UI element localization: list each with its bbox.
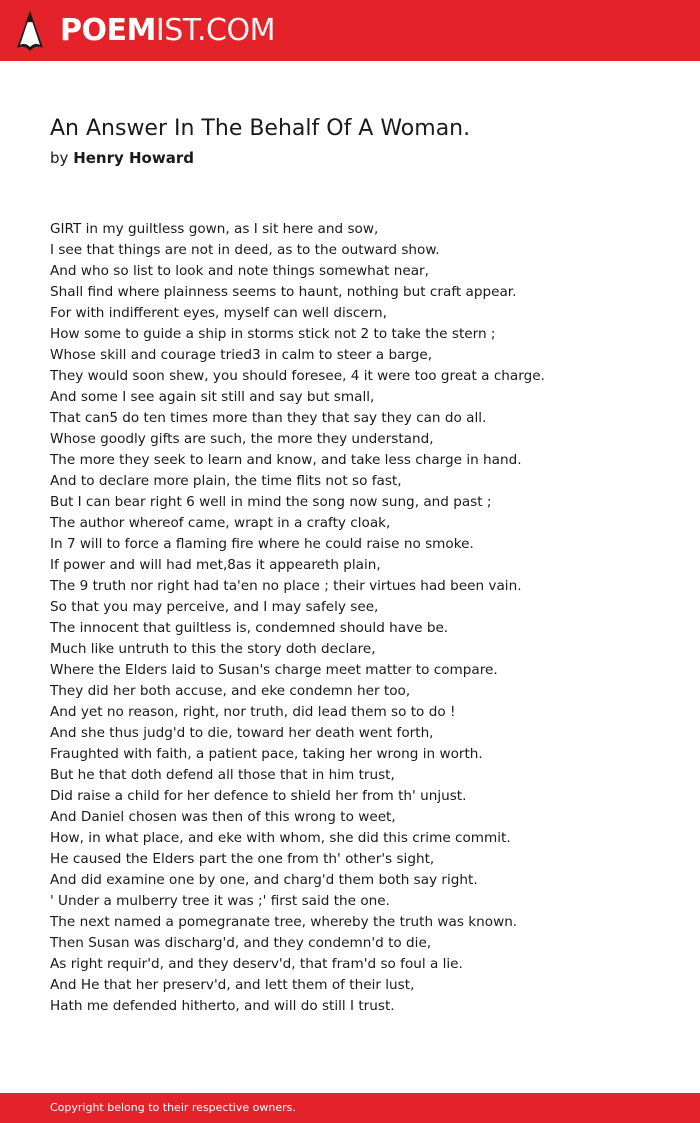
poem-line: The next named a pomegranate tree, whereby the truth was known. [50, 914, 518, 930]
logo-wordmark-bold: POEM [60, 13, 156, 48]
poem-byline [50, 149, 194, 167]
poem-line: As right requir'd, and they deserv'd, that fram'd so foul a lie. [50, 956, 463, 972]
poem-line: The more they seek to learn and know, and take less charge in hand. [50, 452, 522, 468]
poem-line: Where the Elders laid to Susan's charge meet matter to compare. [50, 662, 498, 678]
poem-line: Whose goodly gifts are such, the more they understand, [50, 431, 434, 447]
poem-title: An Answer In The Behalf Of A Woman. [50, 116, 471, 141]
poem-line: Shall find where plainness seems to haunt, nothing but craft appear. [50, 284, 517, 300]
poem-line: The author whereof came, wrapt in a crafty cloak, [50, 515, 391, 531]
poem-line: And yet no reason, right, nor truth, did lead them so to do ! [50, 704, 456, 720]
byline-prefix: by [50, 149, 69, 167]
logo-wordmark [60, 10, 275, 52]
poem-line: GIRT in my guiltless gown, as I sit here and sow, [50, 221, 379, 237]
author-name: Henry Howard [73, 149, 194, 167]
site-footer [0, 1093, 700, 1123]
poem-line: And who so list to look and note things somewhat near, [50, 263, 429, 279]
poem-body [50, 219, 670, 1017]
site-logo[interactable] [16, 10, 275, 52]
poem-line: But I can bear right 6 well in mind the song now sung, and past ; [50, 494, 492, 510]
site-header [0, 0, 700, 61]
poem-line: Hath me defended hitherto, and will do still I trust. [50, 998, 395, 1014]
poem-line: Did raise a child for her defence to shield her from th' unjust. [50, 788, 467, 804]
poem-line: The 9 truth nor right had ta'en no place ; their virtues had been vain. [50, 578, 522, 594]
pencil-tip-icon [16, 10, 44, 52]
poem-line: And to declare more plain, the time flits not so fast, [50, 473, 402, 489]
poem-line: They would soon shew, you should foresee, 4 it were too great a charge. [50, 368, 545, 384]
poem-line: ' Under a mulberry tree it was ;' first said the one. [50, 893, 390, 909]
poem-line: For with indifferent eyes, myself can well discern, [50, 305, 387, 321]
poem-line: And she thus judg'd to die, toward her death went forth, [50, 725, 434, 741]
poem-line: That can5 do ten times more than they that say they can do all. [50, 410, 487, 426]
poem-line: The innocent that guiltless is, condemned should have be. [50, 620, 449, 636]
poem-line: Then Susan was discharg'd, and they condemn'd to die, [50, 935, 432, 951]
copyright-notice: Copyright belong to their respective owners. [50, 1101, 296, 1114]
poem-line: In 7 will to force a flaming fire where he could raise no smoke. [50, 536, 474, 552]
poem-line: And Daniel chosen was then of this wrong to weet, [50, 809, 396, 825]
poem-line: They did her both accuse, and eke condemn her too, [50, 683, 411, 699]
poem-line: How, in what place, and eke with whom, she did this crime commit. [50, 830, 511, 846]
logo-wordmark-light: IST.COM [155, 13, 275, 48]
poem-line: But he that doth defend all those that in him trust, [50, 767, 395, 783]
poem-line: And He that her preserv'd, and lett them of their lust, [50, 977, 415, 993]
poem-line: So that you may perceive, and I may safely see, [50, 599, 379, 615]
poem-line: And some I see again sit still and say but small, [50, 389, 375, 405]
poem-line: Fraughted with faith, a patient pace, taking her wrong in worth. [50, 746, 483, 762]
poem-line: He caused the Elders part the one from th' other's sight, [50, 851, 435, 867]
poem-line: How some to guide a ship in storms stick not 2 to take the stern ; [50, 326, 496, 342]
poem-line: Much like untruth to this the story doth declare, [50, 641, 376, 657]
poem-line: I see that things are not in deed, as to the outward show. [50, 242, 440, 258]
poem-line: If power and will had met,8as it appeareth plain, [50, 557, 381, 573]
poem-line: Whose skill and courage tried3 in calm to steer a barge, [50, 347, 433, 363]
poem-line: And did examine one by one, and charg'd them both say right. [50, 872, 478, 888]
